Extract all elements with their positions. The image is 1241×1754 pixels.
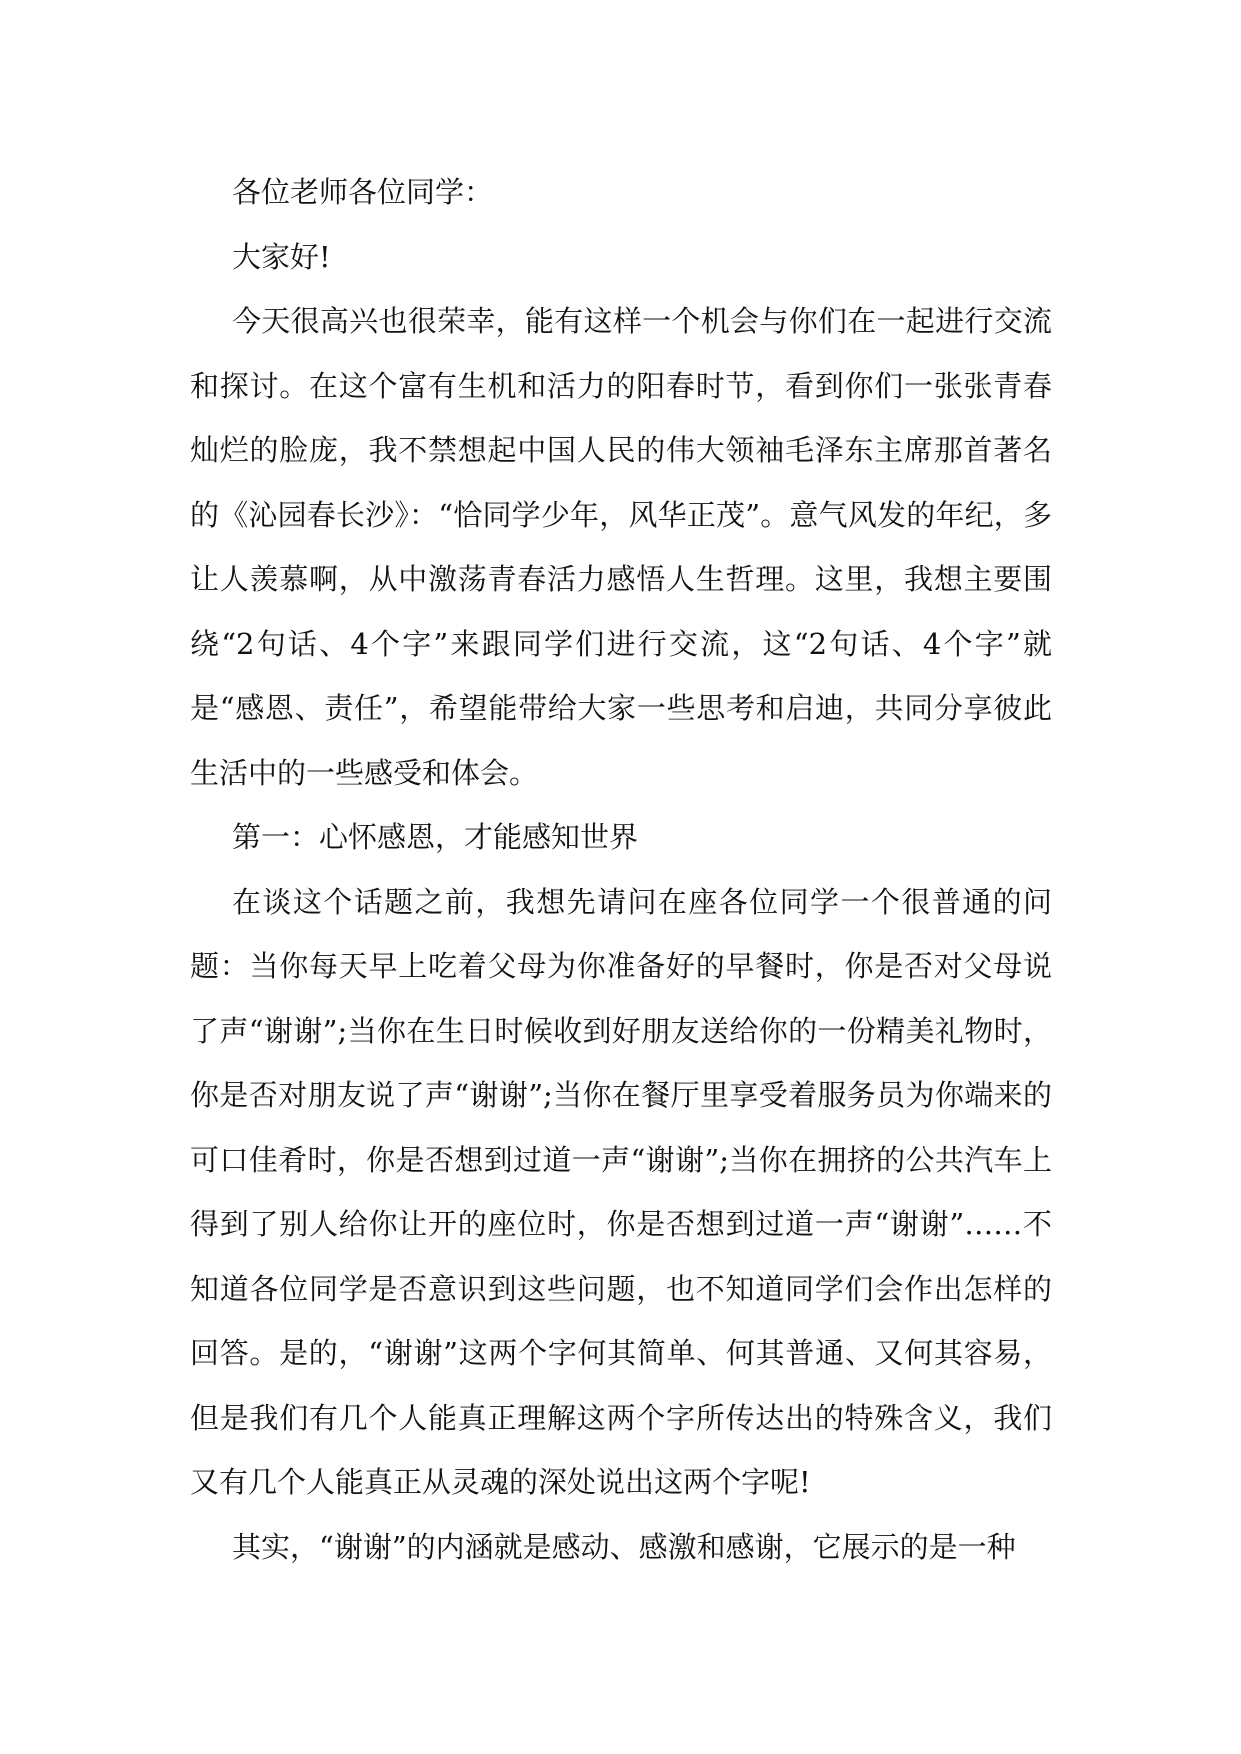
body-paragraph: 在谈这个话题之前，我想先请问在座各位同学一个很普通的问题：当你每天早上吃着父母为你准备好的早餐时，你是否对父母说了声“谢谢”;当你在生日时候收到好朋友送给你的一份精美礼物时，你是否对朋友说了声“谢谢”;当你在餐厅里享受着服务员为你端来的可口佳肴时，你是否想到过道一声“谢谢”;当你在拥挤的公共汽车上得到了别人给你让开的座位时，你是否想到过道一声“谢谢”……不知道各位同学是否意识到这些问题，也不知道同学们会作出怎样的回答。是的，“谢谢”这两个字何其简单、何其普通、又何其容易，但是我们有几个人能真正理解这两个字所传达出的特殊含义，我们又有几个人能真正从灵魂的深处说出这两个字呢! <box>190 884 1052 1499</box>
intro-paragraph: 今天很高兴也很荣幸，能有这样一个机会与你们在一起进行交流和探讨。在这个富有生机和活力的阳春时节，看到你们一张张青春灿烂的脸庞，我不禁想起中国人民的伟大领袖毛泽东主席那首著名的《沁园春长沙》：“恰同学少年，风华正茂”。意气风发的年纪，多让人羡慕啊，从中激荡青春活力感悟人生哲理。这里，我想主要围绕“2句话、4个字”来跟同学们进行交流，这“2句话、4个字”就是“感恩、责任”，希望能带给大家一些思考和启迪，共同分享彼此生活中的一些感受和体会。 <box>190 304 1052 790</box>
body-paragraph: 其实，“谢谢”的内涵就是感动、感激和感谢，它展示的是一种 <box>232 1529 1016 1564</box>
section-heading: 第一：心怀感恩，才能感知世界 <box>232 820 639 854</box>
greeting-line: 各位老师各位同学： <box>232 175 494 209</box>
salutation-line: 大家好! <box>232 239 331 274</box>
document-body <box>190 160 1052 1579</box>
